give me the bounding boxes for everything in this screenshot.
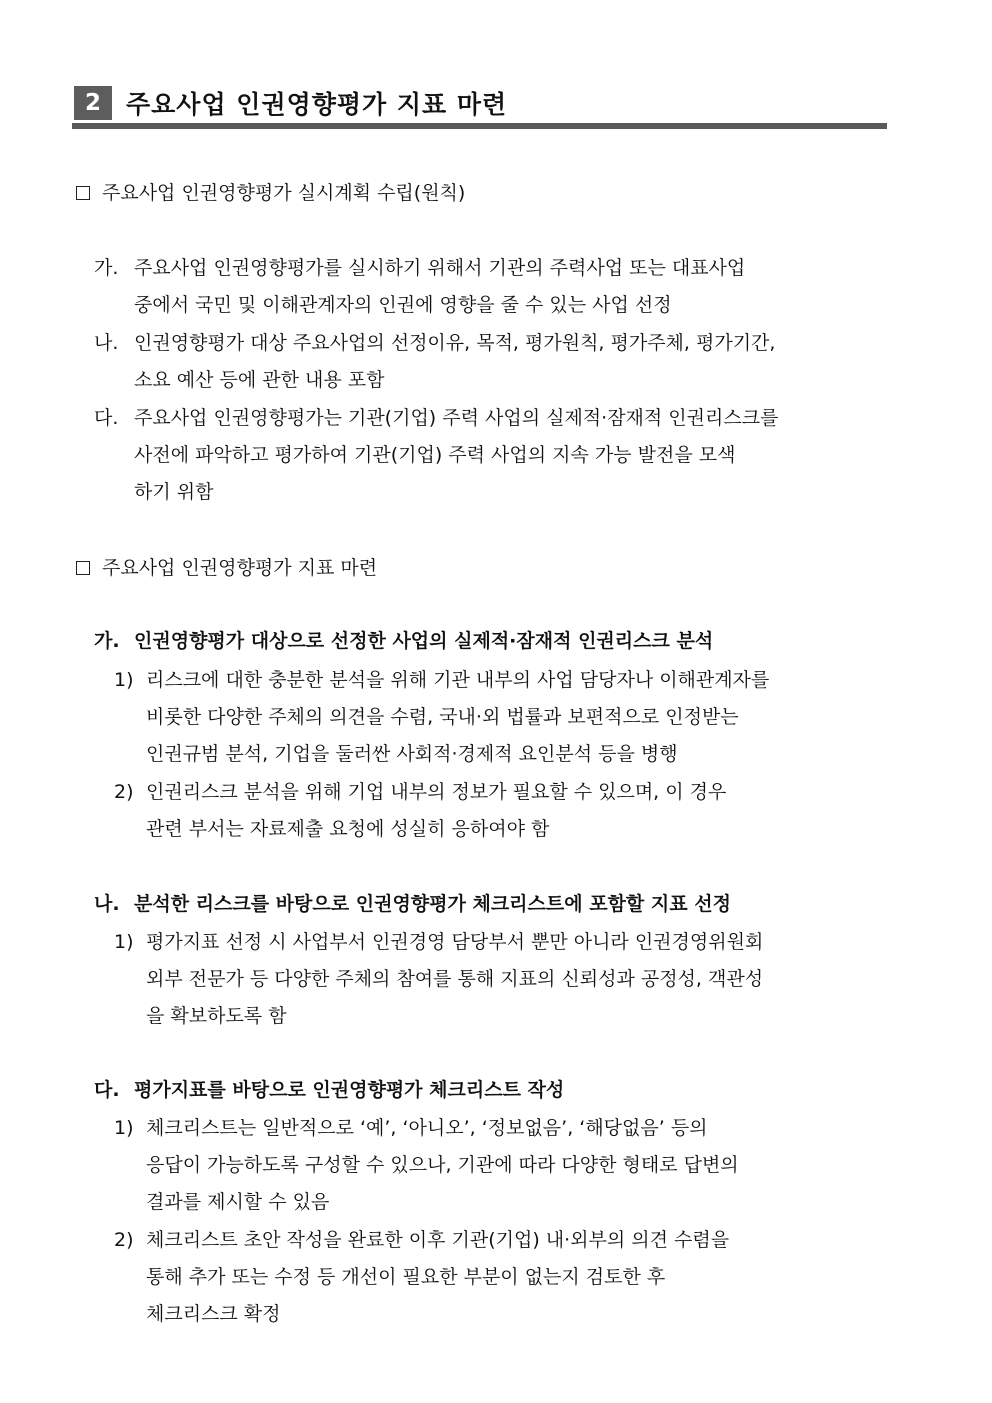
list-item (94, 255, 118, 281)
item-marker: 2) (114, 781, 134, 803)
list-item (94, 330, 118, 356)
item-line: 비롯한 다양한 주체의 의견을 수렴, 국내·외 법률과 보편적으로 인정받는 (146, 706, 739, 728)
item-line: 평가지표 선정 시 사업부서 인권경영 담당부서 뿐만 아니라 인권경영위원회 (146, 931, 764, 953)
item-line: 주요사업 인권영향평가를 실시하기 위해서 기관의 주력사업 또는 대표사업 (134, 257, 746, 279)
section-title (74, 84, 507, 122)
item-line: 체크리스트는 일반적으로 ‘예’, ‘아니오’, ‘정보없음’, ‘해당없음’ 등의 (146, 1117, 708, 1139)
item-marker: 1) (114, 1117, 134, 1139)
item-marker: 나. (94, 332, 119, 354)
item-line: 리스크에 대한 충분한 분석을 위해 기관 내부의 사업 담당자나 이해관계자를 (146, 669, 770, 691)
item-line: 소요 예산 등에 관한 내용 포함 (134, 369, 385, 391)
item-line: 하기 위함 (134, 481, 214, 503)
subsection-marker: 다. (94, 1079, 120, 1101)
item-line: 결과를 제시할 수 있음 (146, 1191, 330, 1213)
item-line: 을 확보하도록 함 (146, 1005, 287, 1027)
subsection-heading: 분석한 리스크를 바탕으로 인권영향평가 체크리스트에 포함할 지표 선정 (134, 893, 731, 915)
item-line: 응답이 가능하도록 구성할 수 있으나, 기관에 따라 다양한 형태로 답변의 (146, 1154, 739, 1176)
item-line: 인권리스크 분석을 위해 기업 내부의 정보가 필요할 수 있으며, 이 경우 (146, 781, 727, 803)
checkbox-square-icon (76, 561, 90, 575)
section-heading-text: 주요사업 인권영향평가 지표 마련 (102, 557, 378, 579)
subsection-marker: 나. (94, 893, 120, 915)
item-line: 체크리스크 확정 (146, 1303, 281, 1325)
item-marker: 다. (94, 407, 119, 429)
section-heading-2 (76, 555, 377, 581)
section-heading-1 (76, 180, 465, 206)
subsection-marker: 가. (94, 630, 120, 652)
section-number-badge: 2 (74, 86, 112, 120)
item-marker: 가. (94, 257, 119, 279)
subsection-heading: 인권영향평가 대상으로 선정한 사업의 실제적·잠재적 인권리스크 분석 (134, 630, 714, 652)
list-item (94, 405, 118, 431)
item-line: 외부 전문가 등 다양한 주체의 참여를 통해 지표의 신뢰성과 공정성, 객관성 (146, 968, 764, 990)
item-line: 중에서 국민 및 이해관계자의 인권에 영향을 줄 수 있는 사업 선정 (134, 294, 672, 316)
item-line: 통해 추가 또는 수정 등 개선이 필요한 부분이 없는지 검토한 후 (146, 1266, 666, 1288)
item-line: 관련 부서는 자료제출 요청에 성실히 응하여야 함 (146, 818, 550, 840)
item-marker: 2) (114, 1229, 134, 1251)
item-line: 인권영향평가 대상 주요사업의 선정이유, 목적, 평가원칙, 평가주체, 평가기간, (134, 332, 776, 354)
section-title-text: 주요사업 인권영향평가 지표 마련 (126, 90, 508, 119)
item-line: 주요사업 인권영향평가는 기관(기업) 주력 사업의 실제적·잠재적 인권리스크를 (134, 407, 779, 429)
item-line: 사전에 파악하고 평가하여 기관(기업) 주력 사업의 지속 가능 발전을 모색 (134, 444, 736, 466)
section-heading-text: 주요사업 인권영향평가 실시계획 수립(원칙) (102, 182, 466, 204)
item-marker: 1) (114, 669, 134, 691)
checkbox-square-icon (76, 186, 90, 200)
item-line: 인권규범 분석, 기업을 둘러싼 사회적·경제적 요인분석 등을 병행 (146, 743, 678, 765)
title-underline-rule (72, 123, 887, 129)
item-line: 체크리스트 초안 작성을 완료한 이후 기관(기업) 내·외부의 의견 수렴을 (146, 1229, 730, 1251)
item-marker: 1) (114, 931, 134, 953)
subsection-heading: 평가지표를 바탕으로 인권영향평가 체크리스트 작성 (134, 1079, 565, 1101)
